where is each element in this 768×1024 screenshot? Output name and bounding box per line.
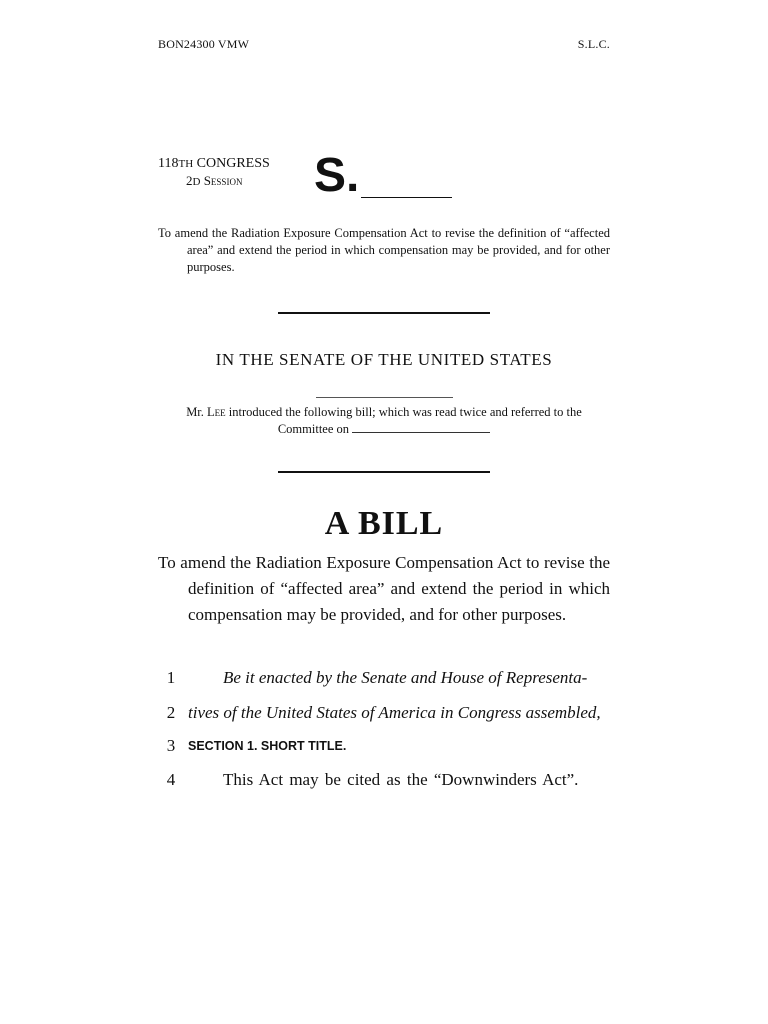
introduction-body: introduced the following bill; which was read twice and referred to the Committee on — [228, 405, 582, 436]
line-number: 1 — [166, 668, 176, 687]
introduction-text — [158, 404, 610, 438]
sponsor-name: Lee — [207, 405, 226, 419]
line-number: 4 — [166, 770, 176, 789]
section-heading: SECTION 1. SHORT TITLE. — [188, 739, 347, 753]
enacting-clause: tives of the United States of America in Congress assembled, — [188, 703, 601, 722]
bill-number-prefix: S. — [314, 149, 360, 202]
divider-rule — [278, 312, 490, 314]
short-title-text: This Act may be cited as the “Downwinders Act”. — [223, 770, 579, 789]
line-number: 3 — [166, 736, 176, 755]
chamber-heading: IN THE SENATE OF THE UNITED STATES — [215, 350, 553, 369]
bill-heading: A BILL — [324, 505, 444, 542]
document-id: BON24300 VMW — [158, 37, 250, 51]
line-number: 2 — [166, 703, 176, 722]
purpose-summary: To amend the Radiation Exposure Compensation Act to revise the definition of “affected area” and extend the period in which compensation may be provided, and for other purposes. — [158, 226, 610, 274]
divider-rule — [278, 471, 490, 473]
congress-number: 118TH CONGRESS — [158, 156, 270, 171]
sponsor-title: Mr. — [186, 405, 204, 419]
slc-marker: S.L.C. — [577, 37, 610, 51]
thin-divider — [316, 397, 453, 398]
committee-blank — [352, 421, 490, 433]
purpose-statement: To amend the Radiation Exposure Compensation Act to revise the definition of “affected area” and extend the period in which compensation may be provided, and for other purposes. — [158, 553, 610, 624]
bill-number-blank — [361, 197, 452, 198]
session-number: 2D Session — [186, 173, 243, 188]
enacting-clause: Be it enacted by the Senate and House of Representa- — [223, 668, 588, 687]
